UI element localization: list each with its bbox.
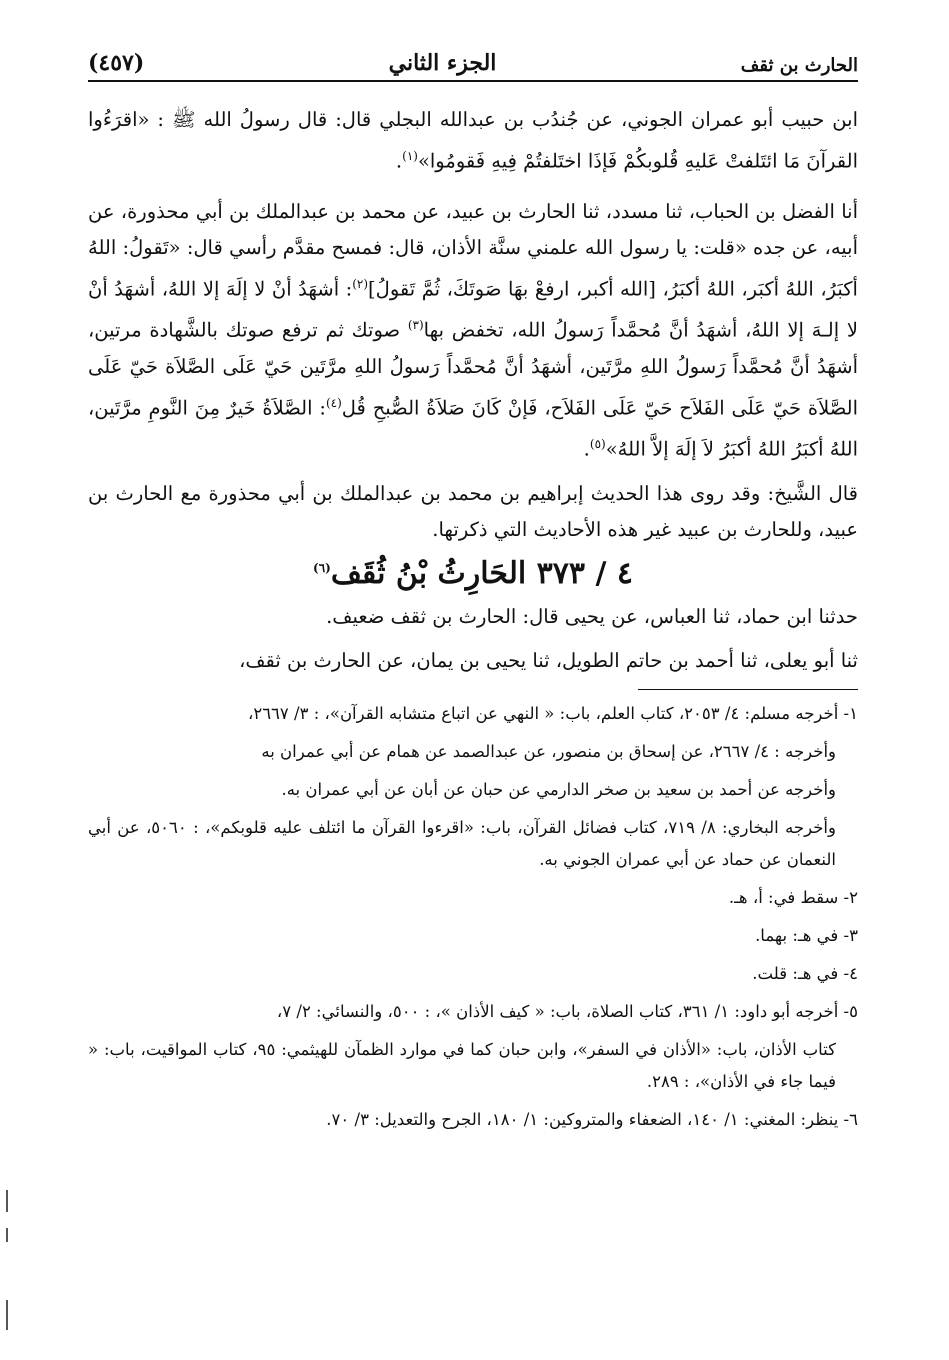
paragraph-3: قال الشَّيخ: وقد روى هذا الحديث إبراهيم بن محمد بن عبدالملك بن أبي محذورة مع الحارث بن عبيد، وللحارث بن عبيد غير هذه الأحاديث التي ذكرتها. xyxy=(88,481,858,541)
footnote-1-cont-a: وأخرجه : ٤/ ٢٦٦٧، عن إسحاق بن منصور، عن عبدالصمد عن همام عن أبي عمران به xyxy=(261,741,836,761)
footnote-5-cont: كتاب الأذان، باب: «الأذان في السفر»، وابن حبان كما في موارد الظمآن للهيثمي: ٩٥، كتاب المواقيت، باب: « فيما جاء في الأذان»، : ٢٨٩. xyxy=(88,1039,836,1091)
footnote-mark-3: (٣) xyxy=(407,318,424,332)
book-page xyxy=(88,30,858,1142)
scan-mark xyxy=(6,1228,8,1242)
footnote-2: ٢- سقط في: أ، هـ. xyxy=(728,887,858,907)
scan-mark xyxy=(6,1300,8,1330)
section-heading: ٤ / ٣٧٣ الحَارِثُ بْنُ ثُقَف$^{(٦)}$ xyxy=(313,555,633,591)
footnote-1-cont-b: وأخرجه عن أحمد بن سعيد بن صخر الدارمي عن حبان عن أبان عن أبي عمران به. xyxy=(281,779,836,799)
footnote-1: ١- أخرجه مسلم: ٤/ ٢٠٥٣، كتاب العلم، باب: « النهي عن اتباع متشابه القرآن»، : ٣/ ٢٦٦٧، xyxy=(248,703,858,723)
running-title: الحارث بن ثقف xyxy=(740,55,858,76)
paragraph-2: أنا الفضل بن الحباب، ثنا مسدد، ثنا الحارث بن عبيد، عن محمد بن عبدالملك بن أبي محذورة، عن أبيه، عن جده «قلت: يا رسول الله علمني سنَّة الأذان، قال: فمسح مقدَّم رأسي قال: «تَقولُ: اللهُ أكبَرُ، اللهُ أكبَر، اللهُ أكبَرُ، [الله أكبر، ارفعْ بهَا صَوتَكَ، ثُمَّ تَقولُ]$^{(٢)}$: أشهَدُ أنْ لا إلَهَ إلا اللهُ، أشهَدُ أنْ لا إلـهَ إلا اللهُ، أشهَدُ أنَّ مُحمَّداً رَسولُ الله، تخفض بها$^{(٣)}$ صوتك ثم ترفع صوتك بالشَّهادة مرتين، أشهَدُ أنَّ مُحمَّداً رَسولُ اللهِ مرَّتَين، أشهَدُ أنَّ مُحمَّداً رَسولُ اللهِ مرَّتَين حَيّ عَلَى الصَّلاَة حَيّ عَلَى الصَّلاَة حَيّ عَلَى الفَلاَح حَيّ عَلَى الفَلاَح، فَإنْ كَانَ صَلاَةُ الصُّبحِ قُل$^{(٤)}$: الصَّلاَةُ خَيرٌ مِنَ النَّومِ مرَّتَين، اللهُ أكبَرُ اللهُ أكبَرُ لاَ إلَهَ إلاَّ اللهُ»$^{(٥)}$. xyxy=(88,199,858,461)
page-number: (٤٥٧) xyxy=(88,50,145,76)
footnote-3: ٣- في هـ: بهما. xyxy=(755,925,858,945)
main-text xyxy=(88,102,858,679)
paragraph-4: حدثنا ابن حماد، ثنا العباس، عن يحيى قال: الحارث بن ثقف ضعيف. xyxy=(326,604,858,628)
footnote-mark-6: (٦) xyxy=(313,560,331,575)
paragraph-5: ثنا أبو يعلى، ثنا أحمد بن حاتم الطويل، ثنا يحيى بن يمان، عن الحارث بن ثقف، xyxy=(239,648,858,672)
paragraph-1: ابن حبيب أبو عمران الجوني، عن جُندُب بن عبدالله البجلي قال: قال رسولُ الله ﷺ : «اقرَءُوا القرآنَ مَا ائتَلفتْ عَليهِ قُلوبكُمْ فَإذَا اختَلفتُمْ فِيهِ فَقومُوا»$^{(١)}$. xyxy=(88,108,858,173)
scan-mark xyxy=(6,1190,8,1212)
footnotes xyxy=(88,698,858,1136)
footnote-1-cont-c: وأخرجه البخاري: ٨/ ٧١٩، كتاب فضائل القرآن، باب: «اقرءوا القرآن ما ائتلف عليه قلوبكم»، : ٥٠٦٠، عن أبي النعمان عن حماد عن أبي عمران الجوني به. xyxy=(88,817,836,869)
footnote-mark-2: (٢) xyxy=(352,276,369,291)
footnote-mark-1: (١) xyxy=(402,149,418,163)
footnote-5: ٥- أخرجه أبو داود: ١/ ٣٦١، كتاب الصلاة، باب: « كيف الأذان »، : ٥٠٠، والنسائي: ٢/ ٧، xyxy=(276,1001,858,1021)
page-header xyxy=(88,30,858,82)
footnote-6: ٦- ينظر: المغني: ١/ ١٤٠، الضعفاء والمتروكين: ١/ ١٨٠، الجرح والتعديل: ٣/ ٧٠. xyxy=(326,1109,858,1129)
footnote-mark-5: (٥) xyxy=(589,437,606,451)
footnote-mark-4: (٤) xyxy=(325,395,342,410)
footnote-separator xyxy=(638,689,858,690)
footnote-4: ٤- في هـ: قلت. xyxy=(752,963,858,983)
part-title: الجزء الثاني xyxy=(388,50,497,76)
